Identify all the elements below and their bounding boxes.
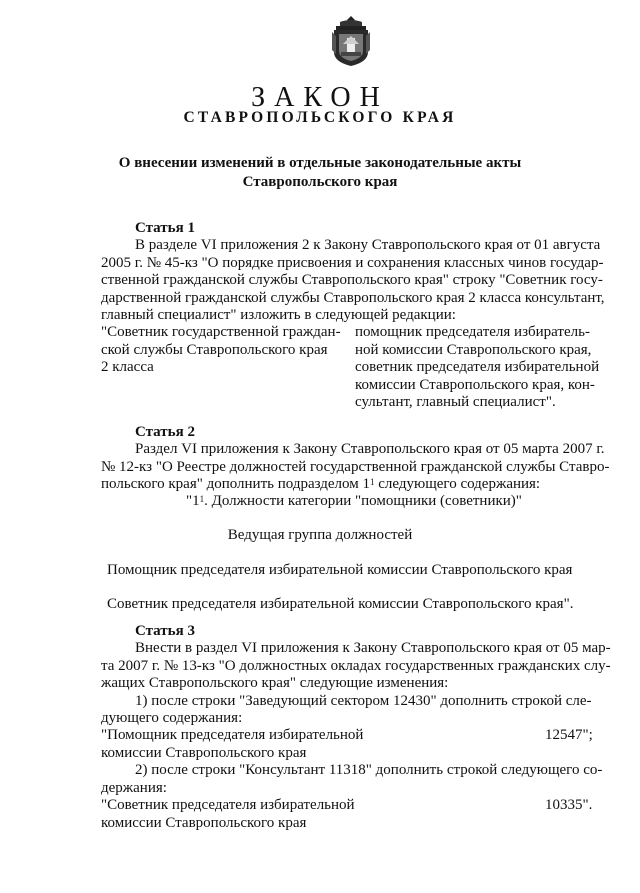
article1-line: ственной гражданской службы Ставропольского края" строку "Советник госу- [101,272,603,288]
article1-new-text: помощник председателя избиратель- [355,324,590,340]
article1-new-text: сультант, главный специалист". [355,394,556,410]
article3-line: Внести в раздел VI приложения к Закону Ставропольского края от 05 мар- [135,640,611,656]
article1-new-text: советник председателя избирательной [355,359,600,375]
article1-new-text: комиссии Ставропольского края, кон- [355,376,595,393]
article3-row1-value: 12547"; [545,727,593,743]
article2-line: Раздел VI приложения к Закону Ставропольского края от 05 марта 2007 г. [135,441,605,457]
article2-position: Помощник председателя избирательной комиссии Ставропольского края [107,562,573,578]
article1-line: дарственной гражданской службы Ставропольского края 2 класса консультант, [101,289,605,306]
article3-row2-value: 10335". [545,797,593,813]
article1-new-text: ной комиссии Ставропольского края, [355,341,592,358]
article2-heading: Статья 2 [135,424,195,440]
law-title-line2: Ставропольского края [242,174,398,190]
article1-line: В разделе VI приложения 2 к Закону Ставропольского края от 01 августа [135,237,601,253]
region-heading: СТАВРОПОЛЬСКОГО КРАЯ [183,109,457,126]
article1-old-text: "Советник государственной граждан- [101,324,341,340]
article3-row1-text: "Помощник председателя избирательной [101,727,364,743]
article2-position: Советник председателя избирательной комиссии Ставропольского края". [107,596,574,612]
article3-item2: держания: [101,779,167,796]
coat-of-arms-icon [330,14,372,68]
article1-old-text: 2 класса [101,359,154,375]
article2-subsection-title: "$1^1$. Должности категории "помощники (советники)" [186,493,522,509]
article2-group-title: Ведущая группа должностей [227,527,413,543]
article2-line: № 12-кз "О Реестре должностей государственной гражданской службы Ставро- [101,458,610,475]
article3-line: жащих Ставропольского края" следующие изменения: [101,675,449,691]
law-title-line1: О внесении изменений в отдельные законодательные акты [118,155,522,171]
article3-line: 1) после строки "Заведующий сектором 12430" дополнить строкой сле- [135,692,592,709]
article1-line: 2005 г. № 45-кз "О порядке присвоения и сохранения классных чинов государ- [101,254,604,271]
article1-old-text: ской службы Ставропольского края [101,341,328,358]
article1-heading: Статья 1 [135,220,195,236]
article3-line: та 2007 г. № 13-кз "О должностных окладах государственных гражданских слу- [101,657,611,674]
article1-line: главный специалист" изложить в следующей редакции: [101,307,456,323]
article3-item2: 2) после строки "Консультант 11318" дополнить строкой следующего со- [135,762,603,778]
article3-row1-text: комиссии Ставропольского края [101,744,307,761]
article3-heading: Статья 3 [135,623,195,639]
article3-row2-text: комиссии Ставропольского края [101,814,307,831]
article3-line: дующего содержания: [101,710,243,726]
law-heading: ЗАКОН [251,82,389,113]
article3-row2-text: "Советник председателя избирательной [101,797,355,813]
article2-line: польского края" дополнить подразделом $1^1$ следующего содержания: [101,476,541,492]
